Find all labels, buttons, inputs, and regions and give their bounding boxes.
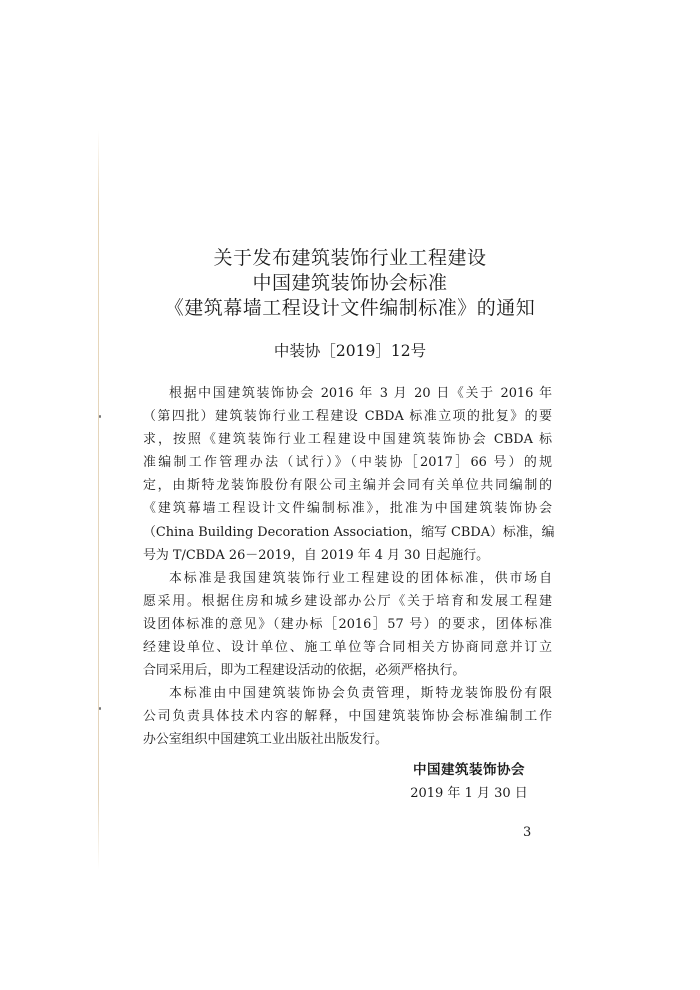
- text-line: 准编制工作管理办法（试行）》（中装协［2017］66 号）的规: [143, 455, 552, 471]
- text-line: 求，按照《建筑装饰行业工程建设中国建筑装饰协会 CBDA 标: [143, 432, 552, 448]
- page-binding-edge: [98, 130, 99, 870]
- text-line: 本标准由中国建筑装饰协会负责管理，斯特龙装饰股份有限: [169, 686, 552, 702]
- document-number: 中装协［2019］12号: [273, 342, 427, 360]
- text-line: 本标准是我国建筑装饰行业工程建设的团体标准，供市场自: [169, 570, 552, 586]
- issue-date: 2019 年 1 月 30 日: [410, 786, 528, 801]
- paragraph-1: [143, 382, 555, 567]
- text-line: 号为 T/CBDA 26－2019，自 2019 年 4 月 30 日起施行。: [143, 547, 490, 563]
- title-line: 中国建筑装饰协会标准: [252, 272, 448, 294]
- scan-speck: [99, 707, 101, 710]
- paragraph-3: [143, 682, 552, 751]
- text-line: 公司负责具体技术内容的解释，中国建筑装饰协会标准编制工作: [143, 709, 552, 725]
- text-line: 根据中国建筑装饰协会 2016 年 3 月 20 日《关于 2016 年: [169, 386, 552, 401]
- paragraph-2: [143, 567, 552, 682]
- text-line: 定，由斯特龙装饰股份有限公司主编并会同有关单位共同编制的: [143, 478, 552, 494]
- page-number: 3: [523, 825, 532, 840]
- notice-body: [143, 382, 555, 752]
- title-line: 关于发布建筑装饰行业工程建设: [213, 247, 487, 269]
- text-line: （China Building Decoration Association，缩写 CBDA）标准，编: [143, 524, 555, 540]
- title-line: 《建筑幕墙工程设计文件编制标准》的通知: [164, 297, 536, 319]
- text-line: 合同采用后，即为工程建设活动的依据，必须严格执行。: [143, 663, 466, 679]
- text-line: 《建筑幕墙工程设计文件编制标准》，批准为中国建筑装饰协会: [143, 501, 552, 517]
- notice-title: [120, 246, 580, 321]
- text-line: （第四批）建筑装饰行业工程建设 CBDA 标准立项的批复》的要: [143, 409, 552, 425]
- issuing-organization: 中国建筑装饰协会: [413, 762, 525, 778]
- text-line: 设团体标准的意见》（建办标［2016］57 号）的要求，团体标准: [143, 616, 552, 632]
- text-line: 愿采用。根据住房和城乡建设部办公厅《关于培育和发展工程建: [143, 593, 552, 609]
- scan-speck: [99, 415, 101, 418]
- signature-block: [404, 758, 534, 806]
- text-line: 办公室组织中国建筑工业出版社出版发行。: [143, 732, 388, 748]
- text-line: 经建设单位、设计单位、施工单位等合同相关方协商同意并订立: [143, 640, 552, 656]
